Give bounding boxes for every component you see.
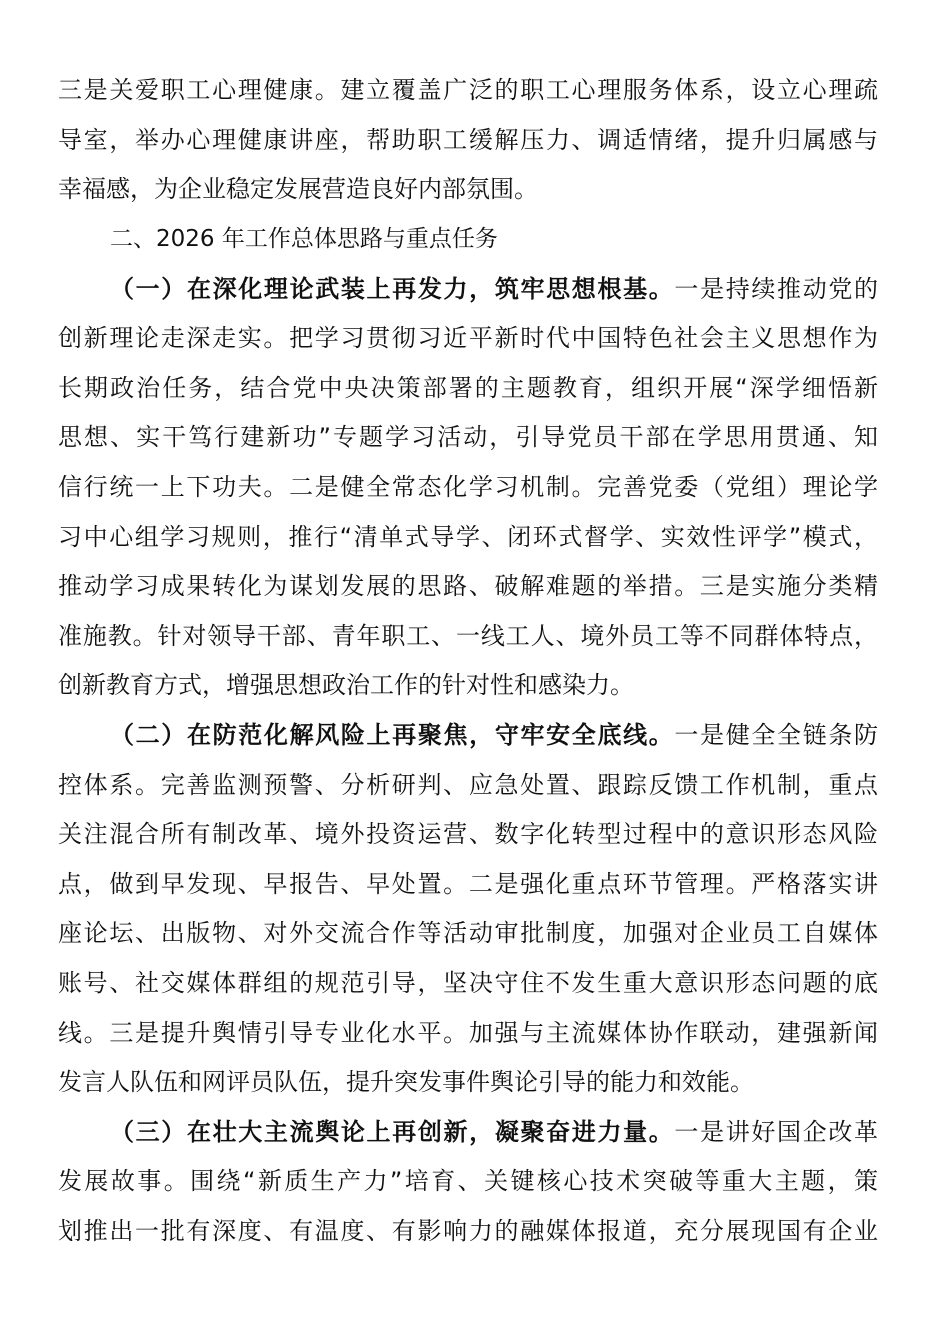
paragraph-line: 信行统一上下功夫。二是健全常态化学习机制。完善党委（党组）理论学 [58, 473, 878, 501]
paragraph-line: 座论坛、出版物、对外交流合作等活动审批制度，加强对企业员工自媒体 [58, 919, 878, 947]
subsection-heading: （一）在深化理论武装上再发力，筑牢思想根基。 [110, 275, 675, 303]
paragraph-line: 三是关爱职工心理健康。建立覆盖广泛的职工心理服务体系，设立心理疏 [58, 76, 878, 104]
paragraph-line: 账号、社交媒体群组的规范引导，坚决守住不发生重大意识形态问题的底 [58, 969, 878, 997]
paragraph-line: 幸福感，为企业稳定发展营造良好内部氛围。 [58, 175, 538, 203]
paragraph-line: 思想、实干笃行建新功”专题学习活动，引导党员干部在学思用贯通、知 [58, 423, 878, 451]
paragraph-line: 发言人队伍和网评员队伍，提升突发事件舆论引导的能力和效能。 [58, 1068, 754, 1096]
paragraph-line: 发展故事。围绕“新质生产力”培育、关键核心技术突破等重大主题，策 [58, 1167, 878, 1195]
section-heading: 二、2026 年工作总体思路与重点任务 [110, 226, 498, 252]
paragraph-line: 准施教。针对领导干部、青年职工、一线工人、境外员工等不同群体特点， [58, 622, 878, 650]
paragraph-line: 划推出一批有深度、有温度、有影响力的融媒体报道，充分展现国有企业 [58, 1217, 878, 1245]
subsection-heading: （二）在防范化解风险上再聚焦，守牢安全底线。 [110, 721, 675, 749]
paragraph-line: 导室，举办心理健康讲座，帮助职工缓解压力、调适情绪，提升归属感与 [58, 126, 878, 154]
paragraph-line: 推动学习成果转化为谋划发展的思路、破解难题的举措。三是实施分类精 [58, 572, 878, 600]
paragraph-first-line [110, 720, 878, 750]
paragraph-line: 长期政治任务，结合党中央决策部署的主题教育，组织开展“深学细悟新 [58, 374, 878, 402]
paragraph-first-line [110, 1117, 878, 1147]
paragraph-line: 线。三是提升舆情引导专业化水平。加强与主流媒体协作联动，建强新闻 [58, 1019, 878, 1047]
subsection-heading: （三）在壮大主流舆论上再创新，凝聚奋进力量。 [110, 1118, 675, 1146]
paragraph-line: 点，做到早发现、早报告、早处置。二是强化重点环节管理。严格落实讲 [58, 870, 878, 898]
paragraph-line: 创新理论走深走实。把学习贯彻习近平新时代中国特色社会主义思想作为 [58, 324, 878, 352]
paragraph-text: 一是健全全链条防 [674, 721, 879, 749]
paragraph-line: 创新教育方式，增强思想政治工作的针对性和感染力。 [58, 671, 634, 699]
paragraph-text: 一是持续推动党的 [674, 275, 879, 303]
paragraph-line: 关注混合所有制改革、境外投资运营、数字化转型过程中的意识形态风险 [58, 820, 878, 848]
paragraph-line: 控体系。完善监测预警、分析研判、应急处置、跟踪反馈工作机制，重点 [58, 771, 878, 799]
paragraph-line: 习中心组学习规则，推行“清单式导学、闭环式督学、实效性评学”模式， [58, 523, 878, 551]
paragraph-text: 一是讲好国企改革 [674, 1118, 879, 1146]
paragraph-first-line [110, 274, 878, 304]
